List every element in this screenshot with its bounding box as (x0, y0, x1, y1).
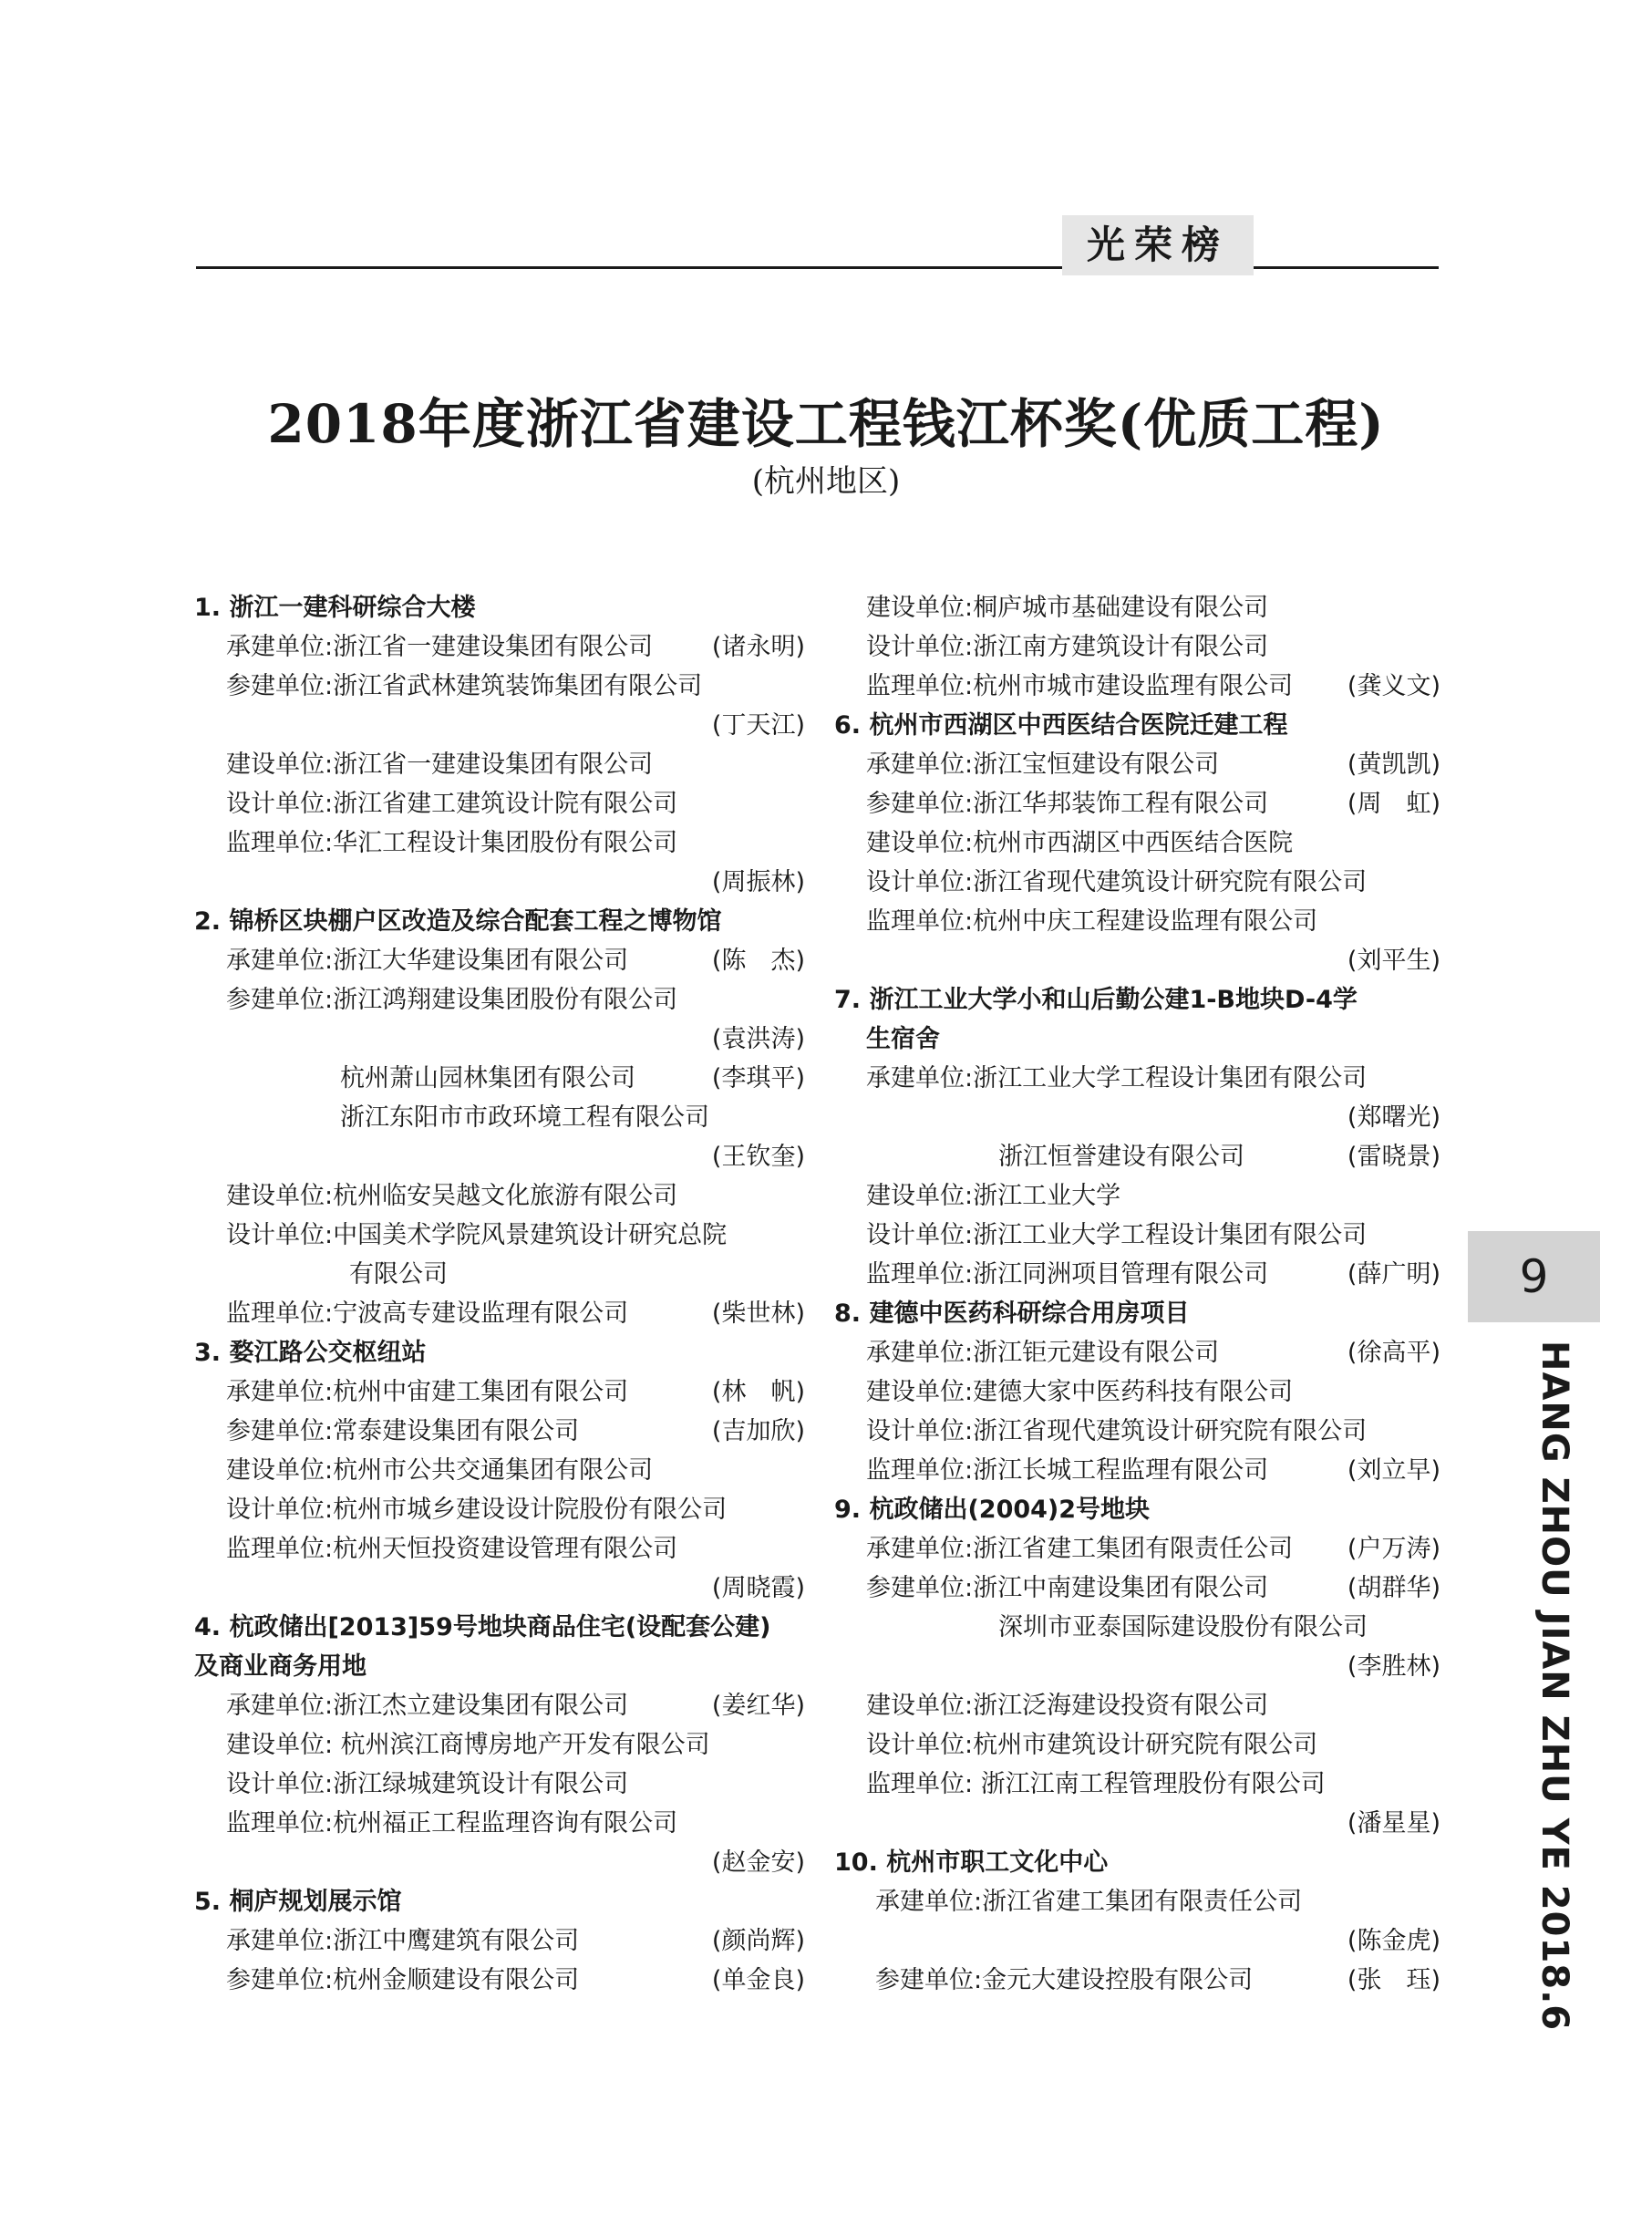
person-name: (张 珏) (1347, 1966, 1440, 1994)
entry-line (194, 1294, 805, 1333)
entry-line (834, 1686, 1440, 1725)
person-name: (陈金虎) (1347, 1927, 1440, 1955)
entry-line (194, 1725, 805, 1765)
unit-text: 深圳市亚泰国际建设股份有限公司 (998, 1613, 1368, 1641)
entry-heading (194, 902, 805, 941)
entry-heading (194, 1882, 805, 1921)
unit-text: 设计单位:浙江省现代建筑设计研究院有限公司 (866, 1417, 1368, 1445)
unit-text: 承建单位:浙江省建工集团有限责任公司 (866, 1535, 1294, 1563)
header-rule-left (196, 266, 1062, 269)
entry-line (834, 902, 1440, 941)
unit-text: 监理单位:浙江长城工程监理有限公司 (866, 1456, 1269, 1485)
unit-text: 建设单位: 杭州滨江商博房地产开发有限公司 (226, 1731, 710, 1759)
entry-line (834, 1961, 1440, 2000)
entry-heading (834, 1020, 1440, 1059)
unit-text: 承建单位:浙江杰立建设集团有限公司 (226, 1692, 629, 1720)
entry-line (834, 1647, 1440, 1686)
unit-text: 建设单位:桐庐城市基础建设有限公司 (866, 594, 1269, 622)
entry-line (194, 980, 805, 1020)
project-title: 5. 桐庐规划展示馆 (194, 1888, 402, 1916)
entry-heading (834, 1843, 1440, 1882)
entry-line (834, 1529, 1440, 1569)
entry-line (834, 1451, 1440, 1490)
person-name: (王钦奎) (711, 1143, 805, 1171)
unit-text: 监理单位:宁波高专建设监理有限公司 (226, 1299, 629, 1328)
unit-text: 参建单位:常泰建设集团有限公司 (226, 1417, 580, 1445)
unit-text: 参建单位:浙江省武林建筑装饰集团有限公司 (226, 672, 703, 700)
unit-text: 监理单位:杭州天恒投资建设管理有限公司 (226, 1535, 678, 1563)
project-title: 10. 杭州市职工文化中心 (834, 1848, 1109, 1877)
entry-line (194, 1176, 805, 1216)
unit-text: 设计单位:浙江省建工建筑设计院有限公司 (226, 790, 678, 818)
entry-heading (194, 588, 805, 627)
entry-heading (834, 1294, 1440, 1333)
person-name: (柴世林) (711, 1299, 805, 1328)
unit-text: 浙江东阳市市政环境工程有限公司 (340, 1103, 709, 1132)
person-name: (龚义文) (1347, 672, 1440, 700)
unit-text: 监理单位:杭州福正工程监理咨询有限公司 (226, 1809, 678, 1838)
person-name: (颜尚辉) (711, 1927, 805, 1955)
person-name: (袁洪涛) (711, 1025, 805, 1053)
entry-line (194, 941, 805, 980)
unit-text: 监理单位:杭州中庆工程建设监理有限公司 (866, 907, 1318, 936)
unit-text: 设计单位:浙江省现代建筑设计研究院有限公司 (866, 868, 1368, 896)
unit-text: 承建单位:浙江钜元建设有限公司 (866, 1339, 1220, 1367)
person-name: (赵金安) (711, 1848, 805, 1877)
unit-text: 设计单位:杭州市建筑设计研究院有限公司 (866, 1731, 1318, 1759)
entry-line (834, 745, 1440, 784)
entry-line (834, 1882, 1440, 1921)
unit-text: 参建单位:金元大建设控股有限公司 (875, 1966, 1254, 1994)
person-name: (郑曙光) (1347, 1103, 1440, 1132)
person-name: (户万涛) (1347, 1535, 1440, 1563)
project-title: 及商业商务用地 (194, 1652, 367, 1681)
entry-heading (194, 1608, 805, 1647)
unit-text: 监理单位: 浙江江南工程管理股份有限公司 (866, 1770, 1326, 1798)
spine-text: HANG ZHOU JIAN ZHU YE 2018.6 (1533, 1341, 1575, 2032)
person-name: (陈 杰) (711, 947, 805, 975)
unit-text: 承建单位:浙江宝恒建设有限公司 (866, 751, 1220, 779)
page-subtitle: (杭州地区) (751, 463, 901, 500)
person-name: (刘平生) (1347, 947, 1440, 975)
entry-line (194, 1765, 805, 1804)
entry-line (834, 1255, 1440, 1294)
header-rule-right (1254, 266, 1439, 269)
entry-line (194, 667, 805, 706)
project-title: 1. 浙江一建科研综合大楼 (194, 594, 476, 622)
unit-text: 设计单位:杭州市城乡建设设计院股份有限公司 (226, 1496, 728, 1524)
unit-text: 承建单位:浙江省建工集团有限责任公司 (875, 1888, 1303, 1916)
entry-line (834, 1804, 1440, 1843)
entry-line (834, 1569, 1440, 1608)
entry-line (194, 1216, 805, 1255)
unit-text: 建设单位:杭州市公共交通集团有限公司 (226, 1456, 654, 1485)
entry-line (194, 1451, 805, 1490)
unit-text: 建设单位:杭州市西湖区中西医结合医院 (866, 829, 1294, 857)
entry-line (194, 1686, 805, 1725)
unit-text: 建设单位:浙江泛海建设投资有限公司 (866, 1692, 1269, 1720)
unit-text: 承建单位:杭州中宙建工集团有限公司 (226, 1378, 629, 1406)
entry-line (194, 1372, 805, 1412)
entry-line (194, 706, 805, 745)
unit-text: 参建单位:浙江鸿翔建设集团股份有限公司 (226, 986, 678, 1014)
unit-text: 设计单位:浙江工业大学工程设计集团有限公司 (866, 1221, 1368, 1249)
unit-text: 参建单位:浙江华邦装饰工程有限公司 (866, 790, 1269, 818)
entry-line (194, 1137, 805, 1176)
person-name: (刘立早) (1347, 1456, 1440, 1485)
unit-text: 浙江恒誉建设有限公司 (998, 1143, 1244, 1171)
person-name: (丁天江) (711, 711, 805, 740)
entry-line (834, 1765, 1440, 1804)
entry-line (834, 784, 1440, 823)
entry-line (834, 667, 1440, 706)
entry-heading (834, 706, 1440, 745)
unit-text: 监理单位:杭州市城市建设监理有限公司 (866, 672, 1294, 700)
entry-line (194, 1961, 805, 2000)
unit-text: 承建单位:浙江中鹰建筑有限公司 (226, 1927, 580, 1955)
unit-text: 承建单位:浙江省一建建设集团有限公司 (226, 633, 654, 661)
entry-line (194, 1843, 805, 1882)
project-title: 6. 杭州市西湖区中西医结合医院迁建工程 (834, 711, 1288, 740)
person-name: (周 虹) (1347, 790, 1440, 818)
entry-line (194, 1412, 805, 1451)
section-title: 光荣榜 (1062, 215, 1254, 275)
entry-line (194, 1569, 805, 1608)
entry-line (194, 1059, 805, 1098)
entry-line (194, 863, 805, 902)
entry-line (834, 1333, 1440, 1372)
project-title: 2. 锦桥区块棚户区改造及综合配套工程之博物馆 (194, 907, 722, 936)
entry-line (834, 863, 1440, 902)
unit-text: 参建单位:杭州金顺建设有限公司 (226, 1966, 580, 1994)
person-name: (林 帆) (711, 1378, 805, 1406)
unit-text: 承建单位:浙江大华建设集团有限公司 (226, 947, 629, 975)
unit-text: 杭州萧山园林集团有限公司 (340, 1064, 635, 1092)
unit-text: 建设单位:浙江工业大学 (866, 1182, 1121, 1210)
entry-line (834, 1608, 1440, 1647)
unit-text: 设计单位:浙江绿城建筑设计有限公司 (226, 1770, 629, 1798)
entry-heading (194, 1647, 805, 1686)
person-name: (雷晓景) (1347, 1143, 1440, 1171)
project-title: 生宿舍 (866, 1025, 940, 1053)
right-column (834, 588, 1440, 2000)
left-column (194, 588, 805, 2000)
person-name: (黄凯凯) (1347, 751, 1440, 779)
unit-text: 监理单位:华汇工程设计集团股份有限公司 (226, 829, 678, 857)
entry-line (194, 1490, 805, 1529)
project-title: 9. 杭政储出(2004)2号地块 (834, 1496, 1151, 1524)
person-name: (徐高平) (1347, 1339, 1440, 1367)
entry-line (834, 1176, 1440, 1216)
unit-text: 监理单位:浙江同洲项目管理有限公司 (866, 1260, 1269, 1289)
person-name: (薛广明) (1347, 1260, 1440, 1289)
person-name: (胡群华) (1347, 1574, 1440, 1602)
entry-line (194, 1804, 805, 1843)
unit-text: 承建单位:浙江工业大学工程设计集团有限公司 (866, 1064, 1368, 1092)
entry-line (194, 1020, 805, 1059)
entry-heading (194, 1333, 805, 1372)
page-title: 2018年度浙江省建设工程钱江杯奖(优质工程) (267, 393, 1385, 455)
person-name: (李胜林) (1347, 1652, 1440, 1681)
unit-text: 建设单位:浙江省一建建设集团有限公司 (226, 751, 654, 779)
entry-line (834, 1216, 1440, 1255)
unit-text: 设计单位:浙江南方建筑设计有限公司 (866, 633, 1269, 661)
page-number-tab: 9 (1468, 1231, 1600, 1322)
entry-line (194, 1921, 805, 1961)
person-name: (周振林) (711, 868, 805, 896)
person-name: (姜红华) (711, 1692, 805, 1720)
entry-heading (834, 1490, 1440, 1529)
entry-line (834, 823, 1440, 863)
entry-line (194, 745, 805, 784)
person-name: (吉加欣) (711, 1417, 805, 1445)
unit-text: 参建单位:浙江中南建设集团有限公司 (866, 1574, 1269, 1602)
entry-line (194, 823, 805, 863)
entry-line (194, 1255, 805, 1294)
person-name: (潘星星) (1347, 1809, 1440, 1838)
entry-line (834, 588, 1440, 627)
unit-text: 设计单位:中国美术学院风景建筑设计研究总院 (226, 1221, 728, 1249)
entry-line (194, 1098, 805, 1137)
project-title: 7. 浙江工业大学小和山后勤公建1-B地块D-4学 (834, 986, 1358, 1014)
entry-line (194, 627, 805, 667)
entry-line (834, 941, 1440, 980)
project-title: 4. 杭政储出[2013]59号地块商品住宅(设配套公建) (194, 1613, 771, 1641)
unit-text: 有限公司 (349, 1260, 448, 1289)
project-title: 8. 建德中医药科研综合用房项目 (834, 1299, 1190, 1328)
unit-text: 建设单位:建德大家中医药科技有限公司 (866, 1378, 1294, 1406)
entry-line (834, 1137, 1440, 1176)
entry-line (834, 627, 1440, 667)
person-name: (诸永明) (711, 633, 805, 661)
person-name: (周晓霞) (711, 1574, 805, 1602)
person-name: (单金良) (711, 1966, 805, 1994)
entry-line (834, 1372, 1440, 1412)
entry-line (834, 1725, 1440, 1765)
entry-line (834, 1921, 1440, 1961)
person-name: (李琪平) (711, 1064, 805, 1092)
entry-heading (834, 980, 1440, 1020)
entry-line (834, 1098, 1440, 1137)
entry-line (194, 784, 805, 823)
entry-line (834, 1412, 1440, 1451)
entry-line (834, 1059, 1440, 1098)
unit-text: 建设单位:杭州临安吴越文化旅游有限公司 (226, 1182, 678, 1210)
project-title: 3. 婺江路公交枢纽站 (194, 1339, 427, 1367)
entry-line (194, 1529, 805, 1569)
